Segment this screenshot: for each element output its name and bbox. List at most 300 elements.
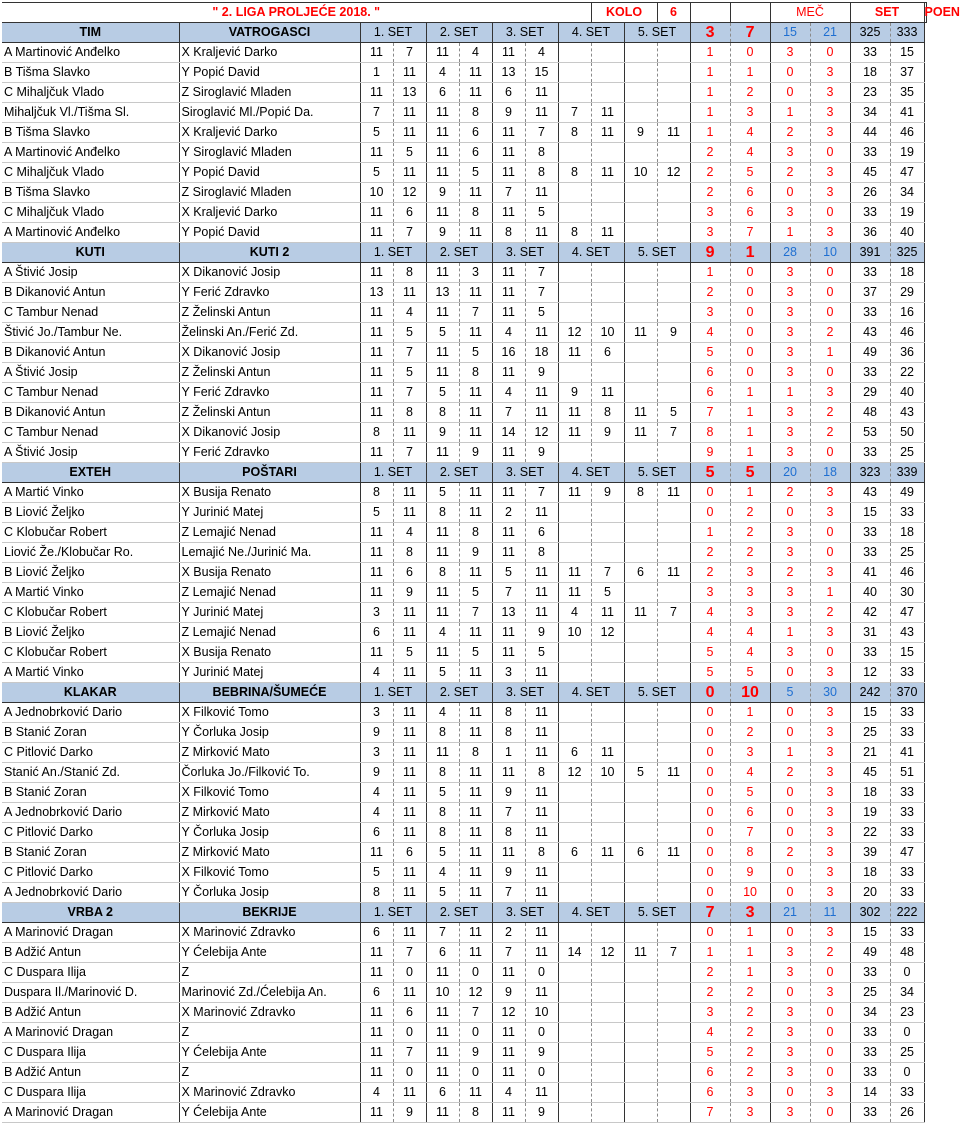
sets-won-home: 3 [770,643,810,663]
set-points-cell [624,963,657,983]
running-match-home: 1 [690,123,730,143]
set-points-cell: 4 [459,43,492,63]
points-away: 0 [890,963,924,983]
set-points-cell [624,1063,657,1083]
points-home: 15 [850,703,890,723]
away-player: X Dikanović Josip [179,263,360,283]
set-points-cell: 8 [459,363,492,383]
game-row [2,143,927,163]
running-match-away: 1 [730,403,770,423]
set-points-cell: 4 [492,323,525,343]
set-points-cell: 11 [657,843,690,863]
set-points-cell [624,263,657,283]
set-points-cell [558,723,591,743]
set-points-cell [624,303,657,323]
points-away: 19 [890,203,924,223]
set-points-cell: 9 [591,483,624,503]
running-match-home: 0 [690,863,730,883]
set-points-cell: 11 [558,403,591,423]
away-player: Z Siroglavić Mladen [179,183,360,203]
set-points-cell: 10 [360,183,393,203]
sets-won-away: 0 [810,963,850,983]
set-points-cell: 11 [492,443,525,463]
home-player: C Mihaljčuk Vlado [2,163,179,183]
set-points-cell: 11 [393,783,426,803]
running-match-home: 2 [690,163,730,183]
away-player: X Busija Renato [179,643,360,663]
set-points-cell [591,1083,624,1103]
points-home: 19 [850,803,890,823]
points-home: 20 [850,883,890,903]
set-points-cell [624,663,657,683]
set-points-cell: 11 [492,1063,525,1083]
set-points-cell [591,303,624,323]
set-points-cell: 15 [525,63,558,83]
set-points-cell [558,43,591,63]
away-player: X Dikanović Josip [179,343,360,363]
set-points-cell: 11 [426,1003,459,1023]
set-points-cell: 8 [558,123,591,143]
set-column-label: 4. SET [558,463,624,483]
set-points-cell: 11 [492,263,525,283]
set-points-cell [591,143,624,163]
set-total-away: 18 [810,463,850,483]
set-points-cell: 11 [393,123,426,143]
set-points-cell: 11 [360,563,393,583]
set-points-cell: 11 [426,123,459,143]
points-away: 47 [890,603,924,623]
set-points-cell: 10 [558,623,591,643]
home-player: A Marinović Dragan [2,1103,179,1123]
set-points-cell: 11 [525,103,558,123]
set-points-cell [591,1063,624,1083]
set-points-cell: 6 [393,843,426,863]
set-points-cell: 11 [525,823,558,843]
set-points-cell: 9 [459,1043,492,1063]
points-home: 45 [850,163,890,183]
sets-won-home: 0 [770,1083,810,1103]
set-points-cell: 5 [525,203,558,223]
set-points-cell [591,1043,624,1063]
sets-won-home: 0 [770,83,810,103]
set-points-cell: 11 [393,63,426,83]
match-header-row [2,683,927,703]
home-player: Stanić An./Stanić Zd. [2,763,179,783]
set-points-cell: 9 [426,223,459,243]
set-points-cell: 11 [624,423,657,443]
home-player: C Mihaljčuk Vlado [2,83,179,103]
set-points-cell: 4 [393,523,426,543]
set-points-cell: 11 [360,443,393,463]
set-points-cell: 3 [492,663,525,683]
set-points-cell [624,1083,657,1103]
home-player: C Duspara Ilija [2,963,179,983]
points-home: 34 [850,103,890,123]
sets-won-away: 0 [810,643,850,663]
set-points-cell: 11 [393,763,426,783]
set-points-cell: 11 [360,1003,393,1023]
sets-won-away: 3 [810,823,850,843]
sets-won-home: 3 [770,543,810,563]
set-points-cell: 6 [426,83,459,103]
set-column-label: 5. SET [624,243,690,263]
set-points-cell: 11 [459,883,492,903]
set-points-cell: 8 [492,223,525,243]
running-match-away: 1 [730,63,770,83]
away-player: Y Ćelebija Ante [179,943,360,963]
set-points-cell: 9 [426,423,459,443]
set-points-cell: 11 [426,203,459,223]
points-away: 36 [890,343,924,363]
set-points-cell: 5 [393,143,426,163]
running-match-home: 2 [690,543,730,563]
set-points-cell: 3 [459,263,492,283]
set-points-cell: 6 [426,943,459,963]
set-points-cell: 11 [525,563,558,583]
game-row [2,83,927,103]
set-points-cell: 11 [492,203,525,223]
game-row [2,443,927,463]
running-match-home: 1 [690,943,730,963]
points-home: 37 [850,283,890,303]
points-away: 25 [890,543,924,563]
away-team-name: POŠTARI [179,463,360,483]
set-points-cell [657,643,690,663]
running-match-away: 7 [730,823,770,843]
sets-won-home: 2 [770,483,810,503]
sets-won-home: 1 [770,743,810,763]
game-row [2,263,927,283]
set-points-cell: 6 [624,843,657,863]
match-header-row [2,243,927,263]
points-home: 33 [850,1063,890,1083]
set-points-cell [624,1043,657,1063]
set-points-cell [558,83,591,103]
set-points-cell: 7 [492,883,525,903]
set-points-cell: 11 [525,503,558,523]
set-column-label: 2. SET [426,903,492,923]
points-away: 15 [890,643,924,663]
home-player: A Jednobrković Dario [2,803,179,823]
sets-won-home: 0 [770,63,810,83]
set-points-cell: 11 [525,323,558,343]
sets-won-home: 0 [770,883,810,903]
sets-won-home: 1 [770,623,810,643]
game-row [2,43,927,63]
points-home: 22 [850,823,890,843]
home-player: A Martić Vinko [2,583,179,603]
set-points-cell: 11 [459,63,492,83]
away-player: Z [179,1023,360,1043]
set-points-cell: 6 [360,623,393,643]
set-points-cell [624,643,657,663]
away-player: Marinović Zd./Ćelebija An. [179,983,360,1003]
sets-won-away: 0 [810,1023,850,1043]
set-points-cell: 11 [426,543,459,563]
game-row [2,123,927,143]
title-row [2,3,927,23]
set-points-cell [591,83,624,103]
set-points-cell: 11 [492,143,525,163]
set-points-cell: 3 [360,603,393,623]
set-points-cell [558,703,591,723]
running-match-home: 4 [690,623,730,643]
set-points-cell [657,863,690,883]
set-column-label: 3. SET [492,463,558,483]
home-player: B Tišma Slavko [2,63,179,83]
set-points-cell [657,963,690,983]
set-points-cell: 8 [591,403,624,423]
running-match-home: 0 [690,743,730,763]
set-points-cell: 11 [393,883,426,903]
set-points-cell: 11 [459,623,492,643]
points-home: 33 [850,263,890,283]
points-total-home: 323 [850,463,890,483]
match-score-home: 3 [690,23,730,43]
points-home: 33 [850,543,890,563]
set-points-cell: 3 [360,743,393,763]
set-points-cell: 11 [393,703,426,723]
set-points-cell [657,663,690,683]
set-points-cell: 11 [360,143,393,163]
points-home: 40 [850,583,890,603]
sets-won-home: 3 [770,943,810,963]
points-away: 23 [890,1003,924,1023]
running-match-home: 0 [690,483,730,503]
running-match-home: 3 [690,303,730,323]
set-points-cell: 9 [426,183,459,203]
away-team-name: BEBRINA/ŠUMEĆE [179,683,360,703]
set-points-cell [591,263,624,283]
sets-won-home: 3 [770,1063,810,1083]
set-points-cell: 11 [459,503,492,523]
set-points-cell: 9 [492,863,525,883]
set-points-cell: 8 [492,723,525,743]
set-points-cell: 7 [393,943,426,963]
set-points-cell [591,723,624,743]
set-points-cell: 6 [393,1003,426,1023]
set-points-cell: 7 [393,383,426,403]
set-points-cell: 8 [459,523,492,543]
running-match-away: 2 [730,1003,770,1023]
set-points-cell [558,923,591,943]
away-player: Y Ferić Zdravko [179,383,360,403]
sets-won-away: 2 [810,423,850,443]
set-points-cell: 11 [393,283,426,303]
set-points-cell [657,883,690,903]
set-points-cell [624,543,657,563]
set-points-cell: 5 [492,563,525,583]
home-player: A Martinović Anđelko [2,223,179,243]
set-points-cell: 7 [657,603,690,623]
set-points-cell: 0 [459,1023,492,1043]
set-points-cell: 9 [591,423,624,443]
set-points-cell: 7 [492,183,525,203]
sets-won-home: 0 [770,803,810,823]
points-home: 33 [850,963,890,983]
set-points-cell: 12 [591,623,624,643]
set-points-cell [591,1023,624,1043]
set-points-cell: 7 [393,223,426,243]
running-match-away: 0 [730,303,770,323]
match-score-home: 9 [690,243,730,263]
set-points-cell: 11 [360,943,393,963]
points-home: 33 [850,643,890,663]
game-row [2,963,927,983]
points-away: 19 [890,143,924,163]
set-points-cell: 11 [459,943,492,963]
sets-won-away: 2 [810,603,850,623]
set-points-cell: 11 [393,423,426,443]
set-points-cell: 7 [459,603,492,623]
sets-won-home: 3 [770,1023,810,1043]
set-points-cell [624,103,657,123]
set-points-cell [657,623,690,643]
set-points-cell [657,63,690,83]
set-points-cell: 11 [393,483,426,503]
home-player: A Jednobrković Dario [2,883,179,903]
running-match-home: 0 [690,843,730,863]
running-match-away: 0 [730,363,770,383]
sets-won-away: 0 [810,263,850,283]
mec-label: MEČ [770,3,850,23]
points-home: 25 [850,723,890,743]
set-points-cell: 8 [393,403,426,423]
running-match-home: 2 [690,183,730,203]
set-points-cell: 12 [492,1003,525,1023]
set-points-cell: 11 [525,943,558,963]
game-row [2,1063,927,1083]
set-points-cell: 0 [459,1063,492,1083]
sets-won-away: 0 [810,43,850,63]
set-points-cell: 11 [459,923,492,943]
set-points-cell: 11 [492,963,525,983]
set-points-cell [624,743,657,763]
running-match-away: 5 [730,783,770,803]
set-points-cell: 8 [459,1103,492,1123]
set-points-cell: 0 [393,1023,426,1043]
home-player: B Liović Željko [2,563,179,583]
home-player: B Tišma Slavko [2,123,179,143]
set-points-cell [624,443,657,463]
game-row [2,703,927,723]
set-points-cell [657,283,690,303]
points-away: 43 [890,403,924,423]
sets-won-home: 0 [770,923,810,943]
points-total-away: 222 [890,903,924,923]
game-row [2,843,927,863]
set-points-cell: 11 [426,43,459,63]
game-row [2,203,927,223]
set-points-cell: 11 [492,1043,525,1063]
running-match-away: 2 [730,1023,770,1043]
sets-won-home: 0 [770,863,810,883]
set-points-cell [657,383,690,403]
away-player: X Marinović Zdravko [179,1003,360,1023]
set-points-cell [558,783,591,803]
running-match-away: 3 [730,743,770,763]
set-points-cell [624,983,657,1003]
points-away: 25 [890,443,924,463]
set-points-cell: 4 [492,383,525,403]
running-match-away: 2 [730,1043,770,1063]
game-row [2,283,927,303]
set-points-cell: 11 [459,863,492,883]
set-points-cell: 11 [492,123,525,143]
set-points-cell: 8 [426,563,459,583]
points-total-home: 391 [850,243,890,263]
set-points-cell [591,703,624,723]
set-points-cell [591,183,624,203]
set-points-cell: 11 [558,423,591,443]
match-header-row [2,903,927,923]
set-points-cell: 9 [393,583,426,603]
match-score-away: 7 [730,23,770,43]
set-points-cell: 11 [591,103,624,123]
set-points-cell: 11 [591,843,624,863]
set-column-label: 5. SET [624,903,690,923]
running-match-home: 5 [690,643,730,663]
set-points-cell: 6 [591,343,624,363]
points-away: 40 [890,383,924,403]
sets-won-away: 3 [810,103,850,123]
set-points-cell [657,723,690,743]
home-player: C Pitlović Darko [2,743,179,763]
set-points-cell: 8 [525,843,558,863]
set-points-cell: 9 [393,1103,426,1123]
set-points-cell: 8 [525,763,558,783]
running-match-away: 2 [730,983,770,1003]
set-points-cell: 8 [558,163,591,183]
set-points-cell: 11 [360,263,393,283]
set-points-cell: 11 [360,383,393,403]
sets-won-away: 3 [810,123,850,143]
game-row [2,383,927,403]
running-match-home: 4 [690,323,730,343]
set-points-cell [591,663,624,683]
set-points-cell [591,283,624,303]
set-points-cell [624,63,657,83]
set-points-cell: 8 [525,143,558,163]
running-match-home: 4 [690,603,730,623]
set-points-cell: 6 [426,1083,459,1103]
set-points-cell: 11 [657,563,690,583]
points-away: 35 [890,83,924,103]
home-player: B Stanić Zoran [2,843,179,863]
sets-won-home: 3 [770,1043,810,1063]
set-points-cell: 3 [360,703,393,723]
set-points-cell [558,183,591,203]
set-points-cell [624,1003,657,1023]
set-points-cell: 8 [426,823,459,843]
set-total-away: 21 [810,23,850,43]
set-total-away: 10 [810,243,850,263]
points-home: 14 [850,1083,890,1103]
set-column-label: 1. SET [360,23,426,43]
points-total-home: 242 [850,683,890,703]
set-points-cell: 5 [525,643,558,663]
set-points-cell: 16 [492,343,525,363]
set-points-cell: 6 [360,923,393,943]
set-points-cell: 11 [591,603,624,623]
home-player: A Martinović Anđelko [2,43,179,63]
set-points-cell: 11 [426,963,459,983]
set-points-cell: 13 [492,63,525,83]
set-column-label: 5. SET [624,683,690,703]
set-points-cell: 11 [426,443,459,463]
game-row [2,583,927,603]
home-player: C Klobučar Robert [2,523,179,543]
